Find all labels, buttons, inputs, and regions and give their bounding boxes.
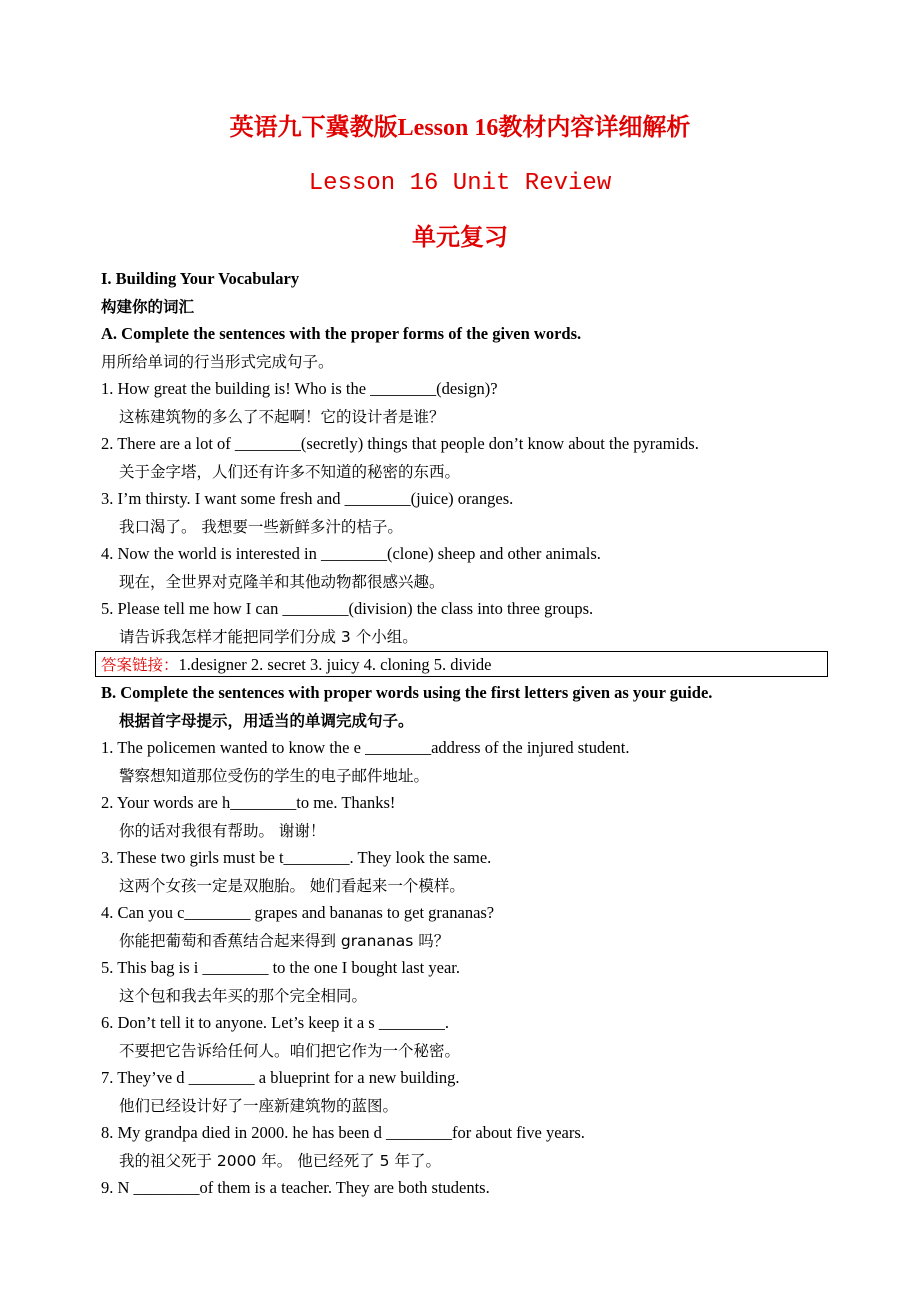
part-b-item-2-zh: 你的话对我很有帮助。 谢谢！ (119, 822, 326, 840)
part-a-instruction: A. Complete the sentences with the proper forms of the given words. (101, 324, 582, 343)
part-b-item-5: 5. This bag is i ________ to the one I bought last year. (101, 958, 460, 977)
part-b-item-3-zh: 这两个女孩一定是双胞胎。 她们看起来一个模样。 (119, 877, 465, 895)
part-b-item-8: 8. My grandpa died in 2000. he has been d ________for about five years. (101, 1123, 585, 1142)
part-b-item-6-zh: 不要把它告诉给任何人。咱们把它作为一个秘密。 (119, 1042, 461, 1060)
part-b-item-4: 4. Can you c________ grapes and bananas to get grananas? (101, 903, 495, 922)
section-heading-zh: 构建你的词汇 (101, 298, 195, 316)
section-heading: I. Building Your Vocabulary (101, 269, 300, 288)
unit-title: 单元复习 (412, 225, 508, 251)
part-b-item-3: 3. These two girls must be t________. They look the same. (101, 848, 492, 867)
answer-label: 答案链接： (101, 656, 179, 674)
part-b-item-5-zh: 这个包和我去年买的那个完全相同。 (119, 987, 368, 1005)
part-b-item-6: 6. Don’t tell it to anyone. Let’s keep it a s ________. (101, 1013, 449, 1032)
part-a-item-5: 5. Please tell me how I can ________(division) the class into three groups. (101, 599, 594, 618)
part-a-item-4: 4. Now the world is interested in ________(clone) sheep and other animals. (101, 544, 601, 563)
part-a-item-5-zh: 请告诉我怎样才能把同学们分成 3 个小组。 (119, 628, 418, 646)
part-b-item-8-zh: 我的祖父死于 2000 年。 他已经死了 5 年了。 (119, 1152, 441, 1170)
part-b-item-9: 9. N ________of them is a teacher. They are both students. (101, 1178, 490, 1197)
answer-text: 1.designer 2. secret 3. juicy 4. cloning 5. divide (178, 655, 492, 674)
part-b-item-1: 1. The policemen wanted to know the e ________address of the injured student. (101, 738, 630, 757)
part-b-item-7-zh: 他们已经设计好了一座新建筑物的蓝图。 (119, 1097, 399, 1115)
part-a-item-3: 3. I’m thirsty. I want some fresh and ________(juice) oranges. (101, 489, 514, 508)
part-b-item-7: 7. They’ve d ________ a blueprint for a new building. (101, 1068, 460, 1087)
part-b-instruction: B. Complete the sentences with proper words using the first letters given as your guide. (101, 683, 713, 702)
part-a-instruction-zh: 用所给单词的行当形式完成句子。 (101, 353, 334, 371)
part-a-item-2-zh: 关于金字塔，人们还有许多不知道的秘密的东西。 (119, 463, 461, 481)
part-a-item-1: 1. How great the building is! Who is the ________(design)? (101, 379, 498, 398)
lesson-title: Lesson 16 Unit Review (308, 170, 612, 197)
part-b-instruction-zh: 根据首字母提示，用适当的单调完成句子。 (119, 712, 414, 730)
part-b-item-1-zh: 警察想知道那位受伤的学生的电子邮件地址。 (119, 767, 430, 785)
part-a-item-2: 2. There are a lot of ________(secretly) things that people don’t know about the pyramids. (101, 434, 699, 453)
part-b-item-4-zh: 你能把葡萄和香蕉结合起来得到 grananas 吗？ (119, 932, 450, 950)
answer-row (101, 654, 491, 677)
part-a-item-1-zh: 这栋建筑物的多么了不起啊！它的设计者是谁？ (119, 408, 445, 426)
document-title: 英语九下冀教版Lesson 16教材内容详细解析 (229, 115, 691, 141)
part-b-item-2: 2. Your words are h________to me. Thanks! (101, 793, 396, 812)
part-a-item-4-zh: 现在，全世界对克隆羊和其他动物都很感兴趣。 (119, 573, 445, 591)
part-a-item-3-zh: 我口渴了。 我想要一些新鲜多汁的桔子。 (119, 518, 403, 536)
